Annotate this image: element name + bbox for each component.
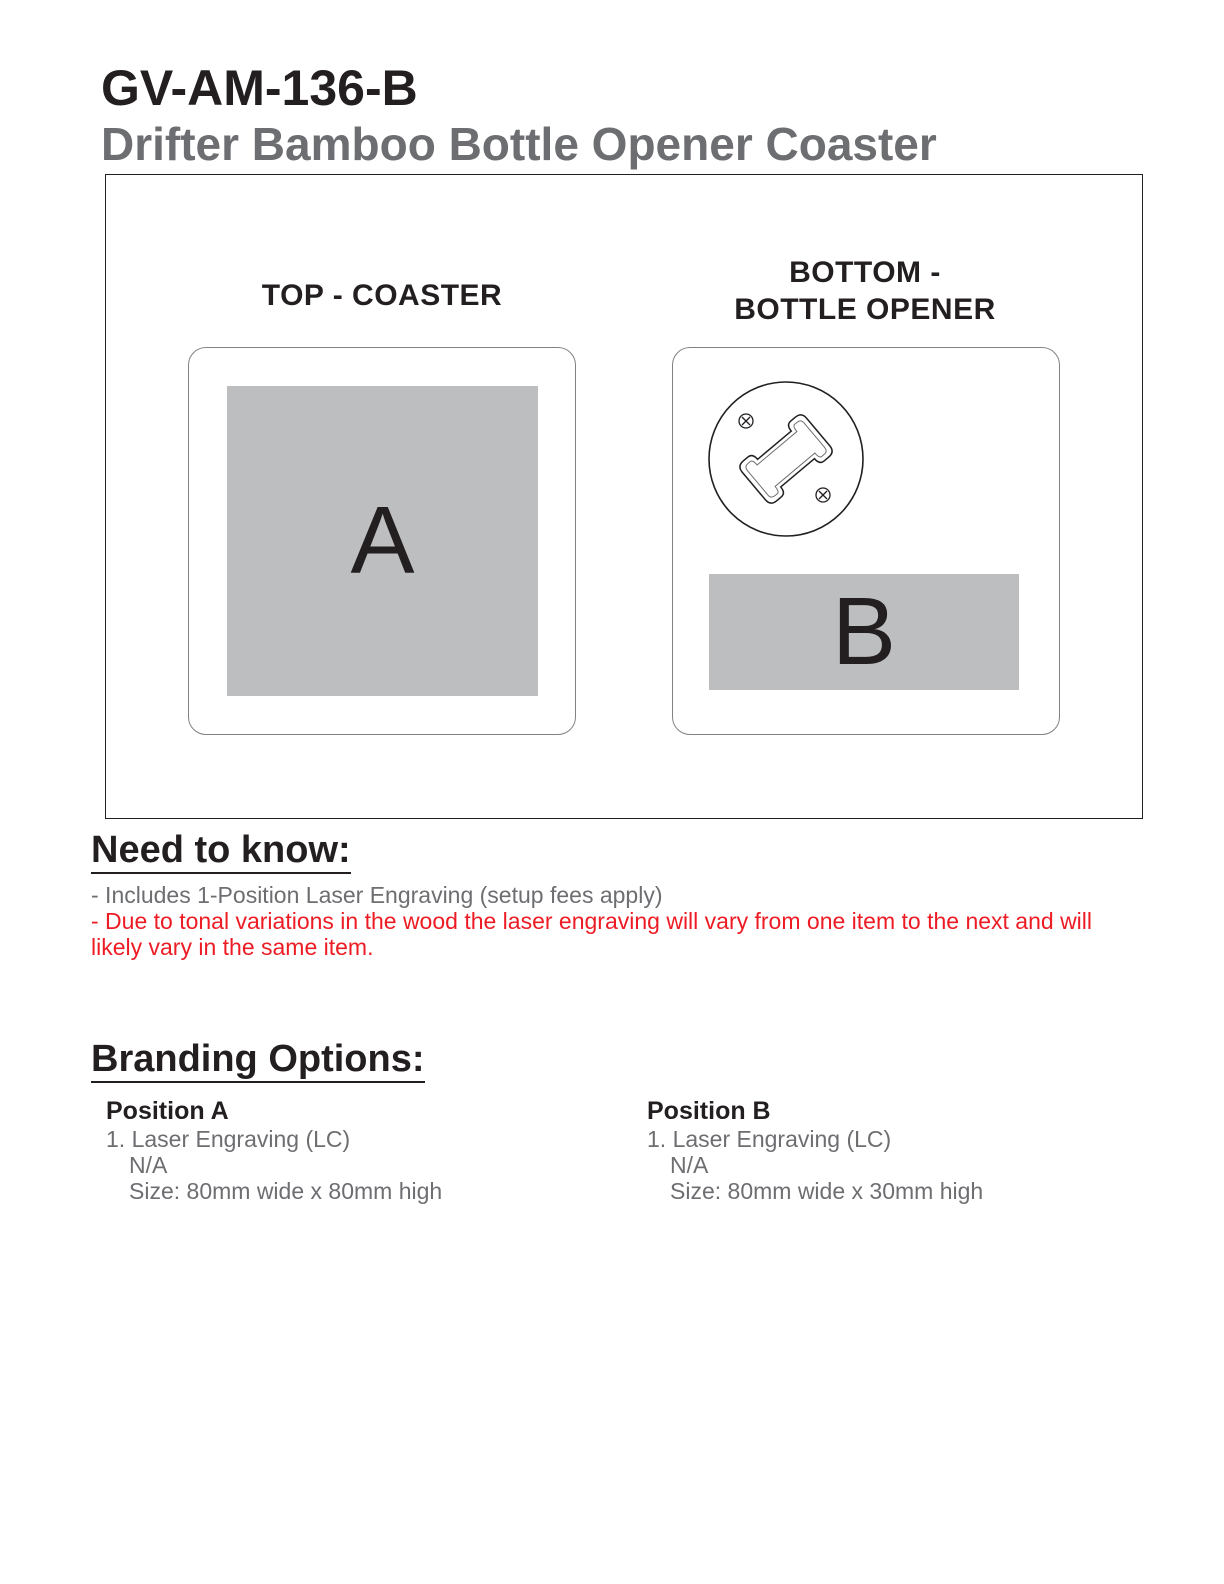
position-b-details [647, 1096, 1147, 1204]
branding-area-b [709, 574, 1019, 690]
product-code: GV-AM-136-B [101, 60, 418, 116]
position-a-colours: N/A [129, 1152, 168, 1178]
position-a-size: Size: 80mm wide x 80mm high [129, 1178, 443, 1204]
area-b-label: B [831, 578, 897, 685]
area-a-label: A [350, 487, 415, 594]
screw-top-icon [739, 414, 753, 428]
product-name: Drifter Bamboo Bottle Opener Coaster [101, 118, 937, 170]
position-a-title: Position A [106, 1097, 229, 1125]
screw-bottom-icon [816, 488, 830, 502]
top-view-label: TOP - COASTER [261, 279, 503, 312]
need-to-know-heading: Need to know: [91, 828, 351, 874]
branding-area-a [227, 386, 538, 696]
position-a-method: 1. Laser Engraving (LC) [106, 1126, 351, 1152]
branding-options-heading: Branding Options: [91, 1037, 425, 1083]
bottom-view-label-line1: BOTTOM - [789, 256, 941, 289]
bottle-opener-icon [706, 379, 866, 539]
position-b-title: Position B [647, 1097, 771, 1125]
position-a-details [106, 1096, 606, 1204]
position-b-method: 1. Laser Engraving (LC) [647, 1126, 892, 1152]
position-b-colours: N/A [670, 1152, 709, 1178]
bottom-view-label-line2: BOTTLE OPENER [734, 293, 996, 326]
engraving-note: - Includes 1-Position Laser Engraving (setup fees apply) [91, 882, 663, 908]
position-b-size: Size: 80mm wide x 30mm high [670, 1178, 984, 1204]
bottom-view-label [700, 254, 1030, 328]
wood-variation-warning: - Due to tonal variations in the wood the laser engraving will vary from one item to the next and will likely vary in the same item. [91, 908, 1093, 960]
